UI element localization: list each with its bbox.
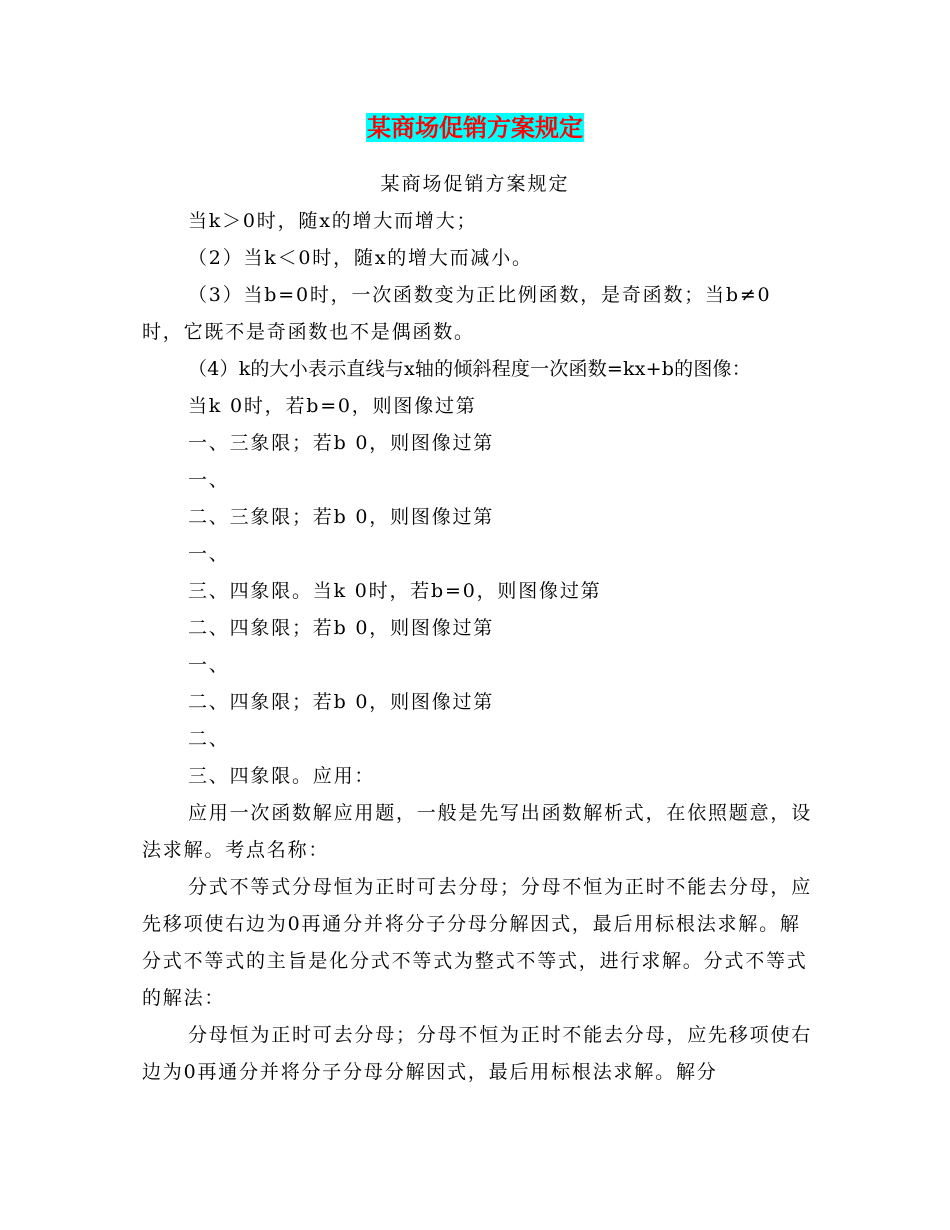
paragraph: 当k 0时，若b=0，则图像过第 [188,395,477,417]
paragraph: 一、 [188,543,230,565]
paragraph: （3）当b=0时，一次函数变为正比例函数，是奇函数；当b≠0时，它既不是奇函数也不是偶函数。 [142,284,772,343]
document-title-text: 某商场促销方案规定 [367,113,583,142]
paragraph: 一、三象限；若b 0，则图像过第 [188,432,495,454]
paragraph: 分式不等式分母恒为正时可去分母；分母不恒为正时不能去分母，应先移项使右边为0再通分并将分子分母分解因式，最后用标根法求解。解分式不等式的主旨是化分式不等式为整式不等式，进行求解。分式不等式的解法： [142,876,813,1009]
paragraph: 三、四象限。应用： [188,765,376,787]
paragraph: 一、 [188,469,230,491]
paragraph: 二、四象限；若b 0，则图像过第 [188,691,495,713]
paragraph: （2）当k＜0时，随x的增大而减小。 [188,247,533,269]
document-title [0,112,950,144]
paragraph: 一、 [188,654,230,676]
paragraph: 应用一次函数解应用题，一般是先写出函数解析式，在依照题意，设法求解。考点名称： [142,802,813,861]
document-subtitle: 某商场促销方案规定 [380,173,570,195]
document-body [142,203,812,1091]
paragraph: （4）k的大小表示直线与x轴的倾斜程度一次函数=kx+b的图像： [188,358,751,380]
paragraph: 二、 [188,728,230,750]
paragraph: 三、四象限。当k 0时，若b=0，则图像过第 [188,580,602,602]
paragraph: 二、三象限；若b 0，则图像过第 [188,506,495,528]
paragraph: 当k＞0时，随x的增大而增大； [188,210,478,232]
paragraph: 二、四象限；若b 0，则图像过第 [188,617,495,639]
paragraph: 分母恒为正时可去分母；分母不恒为正时不能去分母，应先移项使右边为0再通分并将分子分母分解因式，最后用标根法求解。解分 [142,1024,813,1083]
